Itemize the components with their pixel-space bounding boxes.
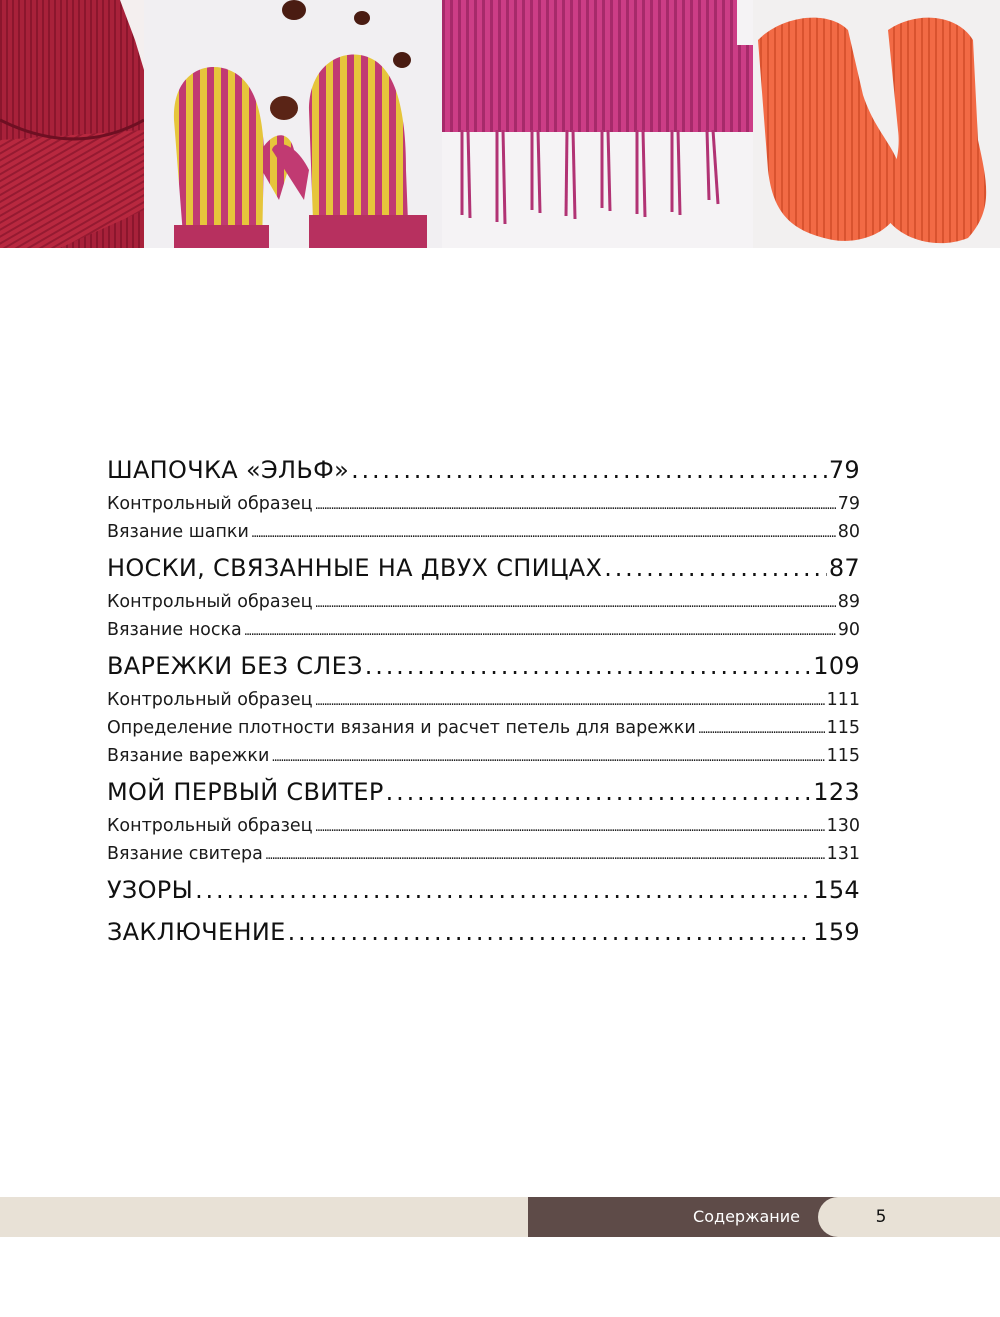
toc-subsection-entry[interactable] <box>107 616 860 644</box>
toc-entry-title: ШАПОЧКА «ЭЛЬФ» <box>107 456 350 484</box>
toc-subsection-entry[interactable] <box>107 714 860 742</box>
toc-chapter-entry[interactable] <box>107 646 860 686</box>
toc-entry-title: ВАРЕЖКИ БЕЗ СЛЕЗ <box>107 652 363 680</box>
toc-entry-title: Контрольный образец <box>107 690 313 710</box>
sweater-photo <box>0 0 144 248</box>
toc-entry-page: 123 <box>813 778 860 806</box>
toc-entry-title: Определение плотности вязания и расчет петель для варежки <box>107 718 696 738</box>
toc-chapter-entry[interactable] <box>107 548 860 588</box>
toc-dot-leader <box>244 618 836 644</box>
toc-entry-page: 90 <box>837 620 860 640</box>
toc-subsection-entry[interactable] <box>107 588 860 616</box>
footer-section-label: Содержание <box>693 1207 800 1226</box>
toc-dot-leader <box>698 716 825 742</box>
toc-dot-leader <box>265 842 825 868</box>
footer-page-tab <box>818 1197 1000 1237</box>
toc-chapter-entry[interactable] <box>107 450 860 490</box>
toc-entry-page: 131 <box>826 844 860 864</box>
toc-entry-page: 115 <box>826 746 860 766</box>
photo-strip <box>0 0 1000 248</box>
toc-entry-title: НОСКИ, СВЯЗАННЫЕ НА ДВУХ СПИЦАХ <box>107 554 603 582</box>
toc-subsection-entry[interactable] <box>107 490 860 518</box>
toc-dot-leader <box>351 450 827 490</box>
toc-dot-leader <box>195 870 811 910</box>
toc-entry-page: 79 <box>837 494 860 514</box>
page-number: 5 <box>875 1207 887 1227</box>
toc-entry-page: 80 <box>837 522 860 542</box>
toc-chapter-entry[interactable] <box>107 912 860 952</box>
toc-entry-title: ЗАКЛЮЧЕНИЕ <box>107 918 286 946</box>
toc-entry-title: Контрольный образец <box>107 494 313 514</box>
toc-chapter-entry[interactable] <box>107 870 860 910</box>
toc-subsection-entry[interactable] <box>107 686 860 714</box>
toc-entry-title: Контрольный образец <box>107 592 313 612</box>
toc-dot-leader <box>288 912 812 952</box>
toc-entry-page: 154 <box>813 876 860 904</box>
toc-dot-leader <box>315 688 825 714</box>
toc-entry-page: 130 <box>826 816 860 836</box>
socks-photo <box>753 0 1000 248</box>
toc-dot-leader <box>271 744 824 770</box>
toc-entry-title: УЗОРЫ <box>107 876 194 904</box>
toc-entry-title: Вязание свитера <box>107 844 263 864</box>
toc-dot-leader <box>365 646 811 686</box>
toc-entry-page: 159 <box>813 918 860 946</box>
mittens-photo <box>144 0 442 248</box>
toc-subsection-entry[interactable] <box>107 742 860 770</box>
toc-entry-page: 79 <box>828 456 860 484</box>
table-of-contents <box>107 448 860 952</box>
toc-subsection-entry[interactable] <box>107 840 860 868</box>
toc-entry-title: МОЙ ПЕРВЫЙ СВИТЕР <box>107 778 384 806</box>
toc-subsection-entry[interactable] <box>107 812 860 840</box>
scarf-photo <box>442 0 753 248</box>
toc-entry-title: Контрольный образец <box>107 816 313 836</box>
toc-dot-leader <box>604 548 827 588</box>
toc-entry-page: 89 <box>837 592 860 612</box>
toc-entry-title: Вязание шапки <box>107 522 249 542</box>
toc-entry-page: 111 <box>826 690 860 710</box>
toc-dot-leader <box>315 814 825 840</box>
toc-entry-page: 115 <box>826 718 860 738</box>
toc-dot-leader <box>386 772 812 812</box>
toc-dot-leader <box>315 492 836 518</box>
toc-subsection-entry[interactable] <box>107 518 860 546</box>
toc-entry-page: 87 <box>828 554 860 582</box>
toc-dot-leader <box>251 520 836 546</box>
toc-chapter-entry[interactable] <box>107 772 860 812</box>
toc-entry-page: 109 <box>813 652 860 680</box>
toc-entry-title: Вязание варежки <box>107 746 270 766</box>
toc-entry-title: Вязание носка <box>107 620 242 640</box>
toc-dot-leader <box>315 590 836 616</box>
